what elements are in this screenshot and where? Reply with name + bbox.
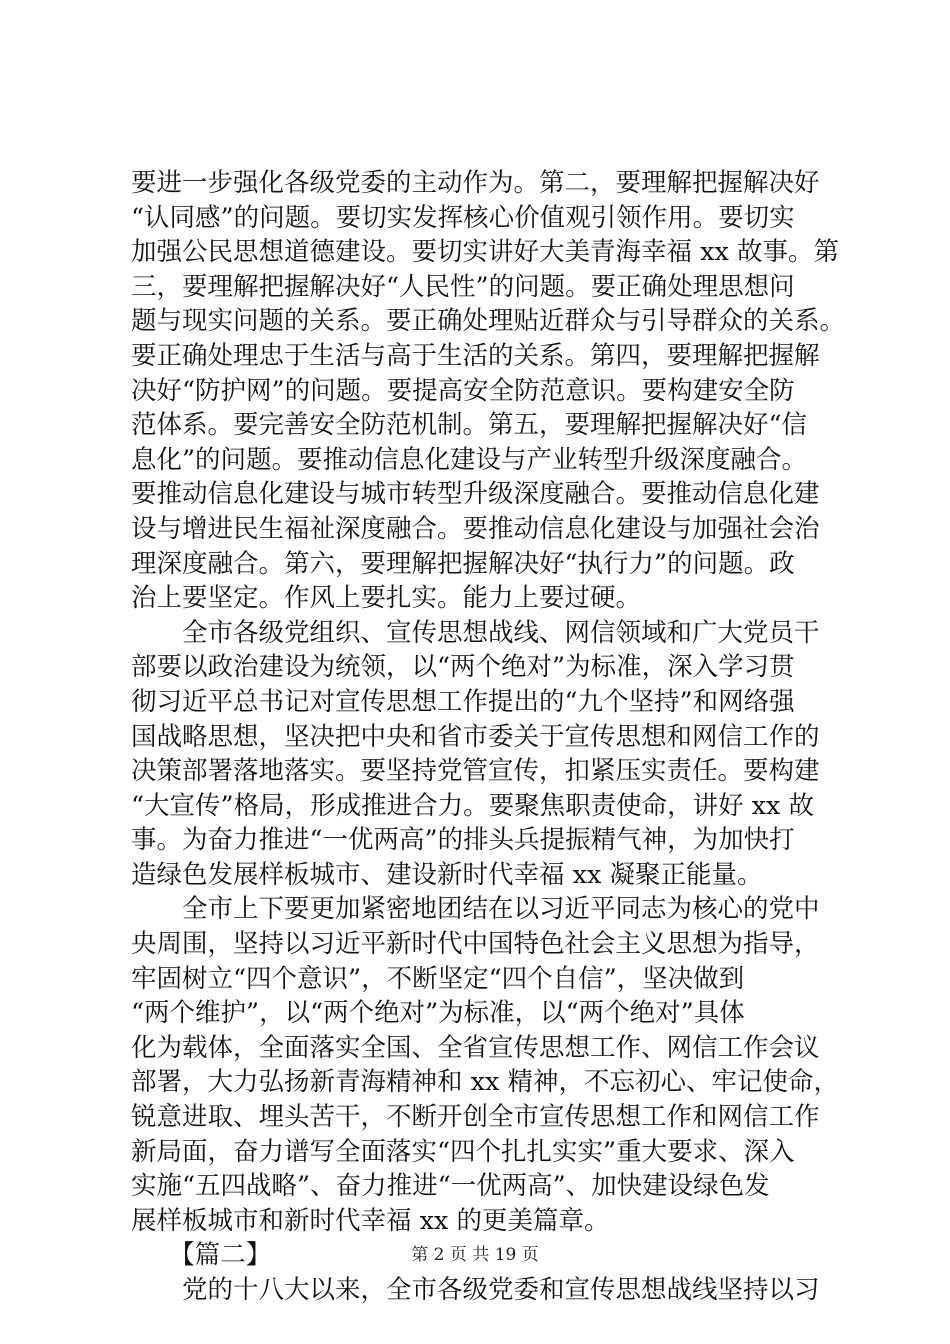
- text-line: 设与增进民生福祉深度融合。要推动信息化建设与加强社会治: [131, 513, 820, 544]
- text-line: 全市各级党组织、宣传思想战线、网信领域和广大党员干: [131, 617, 820, 648]
- text-line: 牢固树立“四个意识”，不断坚定“四个自信”，坚决做到: [131, 963, 745, 994]
- text-line: 央周围，坚持以习近平新时代中国特色社会主义思想为指导，: [131, 929, 820, 960]
- text-line: 范体系。要完善安全防范机制。第五，要理解把握解决好“信: [131, 410, 808, 441]
- text-line: 加强公民思想道德建设。要切实讲好大美青海幸福 xx 故事。第: [131, 237, 839, 268]
- section-heading: 【篇二】: [131, 1240, 272, 1271]
- page-number-footer: 第 2 页 共 19 页: [411, 1245, 539, 1265]
- text-line: 新局面，奋力谱写全面落实“四个扎扎实实”重大要求、深入: [131, 1136, 795, 1167]
- text-line: 部署，大力弘扬新青海精神和 xx 精神，不忘初心、牢记使命，: [131, 1067, 839, 1098]
- text-line: 题与现实问题的关系。要正确处理贴近群众与引导群众的关系。: [131, 306, 846, 337]
- text-line: 党的十八大以来，全市各级党委和宣传思想战线坚持以习: [131, 1275, 820, 1305]
- text-line: 决策部署落地落实。要坚持党管宣传，扣紧压实责任。要构建: [131, 756, 820, 787]
- text-line: 部要以政治建设为统领，以“两个绝对”为标准，深入学习贯: [131, 652, 795, 683]
- text-line: 彻习近平总书记对宣传思想工作提出的“九个坚持”和网络强: [131, 686, 795, 717]
- text-line: 全市上下要更加紧密地团结在以习近平同志为核心的党中: [131, 894, 820, 925]
- text-line: 决好“防护网”的问题。要提高安全防范意识。要构建安全防: [131, 375, 795, 406]
- text-line: 要正确处理忠于生活与高于生活的关系。第四，要理解把握解: [131, 340, 820, 371]
- text-line: 化为载体，全面落实全国、全省宣传思想工作、网信工作会议: [131, 1032, 820, 1063]
- text-line: 要进一步强化各级党委的主动作为。第二，要理解把握解决好: [131, 168, 820, 198]
- text-line: 理深度融合。第六，要理解把握解决好“执行力”的问题。政: [131, 548, 795, 579]
- text-line: 实施“五四战略”、奋力推进“一优两高”、加快建设绿色发: [131, 1171, 770, 1202]
- text-line: 要推动信息化建设与城市转型升级深度融合。要推动信息化建: [131, 479, 820, 510]
- text-line: 造绿色发展样板城市、建设新时代幸福 xx 凝聚正能量。: [131, 859, 763, 890]
- text-line: “两个维护”，以“两个绝对”为标准，以“两个绝对”具体: [131, 998, 745, 1029]
- text-line: 锐意进取、埋头苦干，不断开创全市宣传思想工作和网信工作: [131, 1102, 820, 1133]
- text-line: 事。为奋力推进“一优两高”的排头兵提振精气神，为加快打: [131, 825, 795, 856]
- text-line: 三，要理解把握解决好“人民性”的问题。要正确处理思想问: [131, 271, 795, 302]
- text-line: “认同感”的问题。要切实发挥核心价值观引领作用。要切实: [131, 202, 795, 233]
- text-line: 息化”的问题。要推动信息化建设与产业转型升级深度融合。: [131, 444, 808, 475]
- body-text: [131, 166, 846, 1308]
- text-line: 治上要坚定。作风上要扎实。能力上要过硬。: [131, 583, 642, 614]
- text-line: 展样板城市和新时代幸福 xx 的更美篇章。: [131, 1205, 610, 1236]
- text-line: “大宣传”格局，形成推进合力。要聚焦职责使命，讲好 xx 故: [131, 790, 815, 821]
- text-line: 国战略思想，坚决把中央和省市委关于宣传思想和网信工作的: [131, 721, 820, 752]
